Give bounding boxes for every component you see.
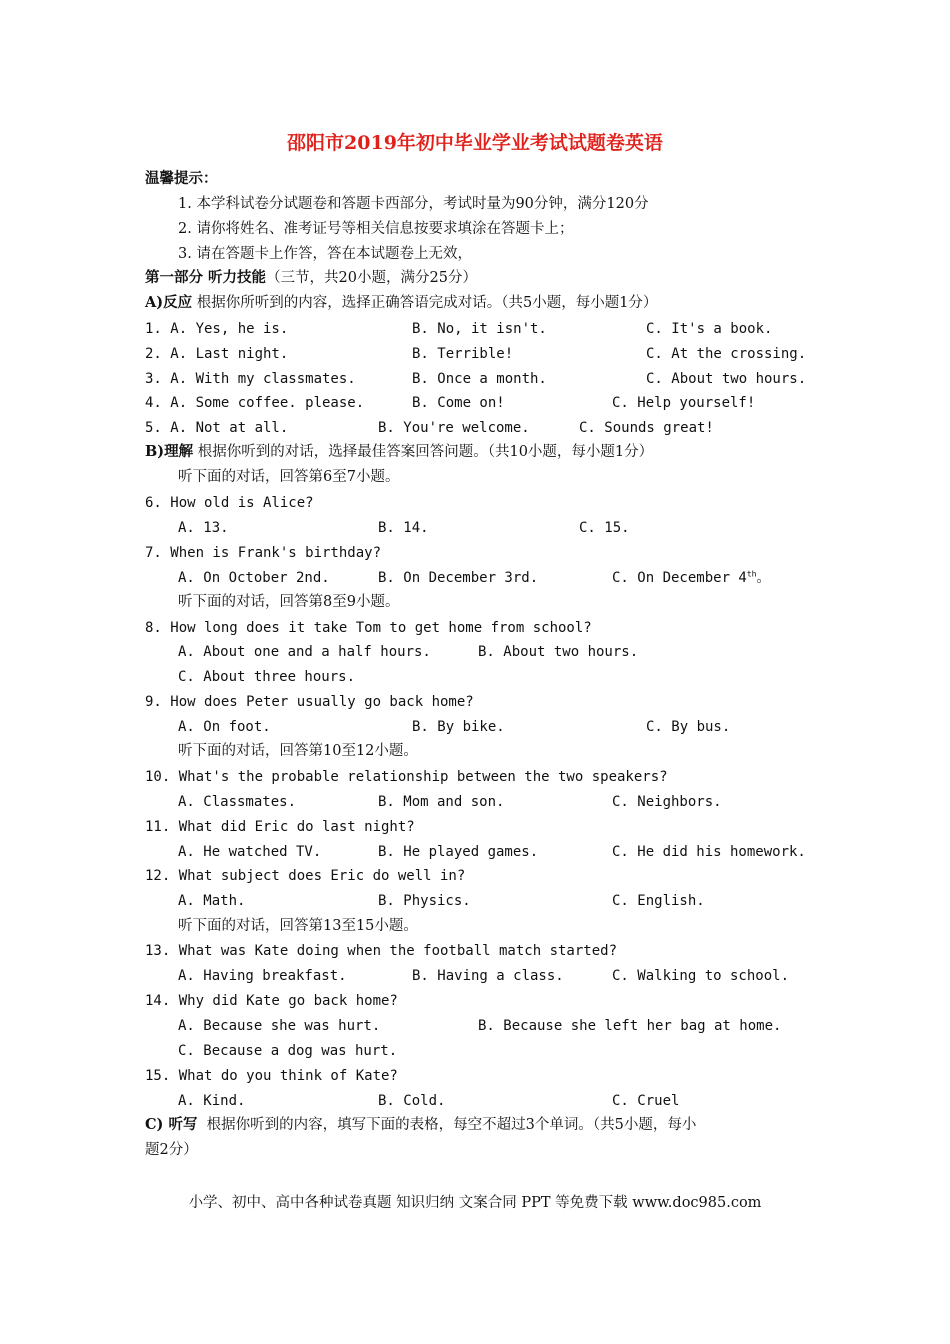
q7-option-c (612, 569, 771, 587)
q7-stem: 7. When is Frank's birthday? (145, 545, 382, 561)
q3-option-a: 3. A. With my classmates. (145, 371, 356, 387)
page-title: 邵阳市2019年初中毕业学业考试试题卷英语 (287, 132, 663, 154)
q8-option-b: B. About two hours. (478, 644, 639, 660)
section-c-desc: 根据你听到的内容，填写下面的表格，每空不超过3个单词。（共5小题，每小 (197, 1117, 697, 1133)
section-a-desc: 根据你所听到的内容，选择正确答语完成对话。（共5小题，每小题1分） (192, 295, 658, 311)
q10-option-b: B. Mom and son. (378, 794, 505, 810)
q6-option-a: A. 13. (178, 520, 229, 536)
q4-option-c: C. Help yourself! (612, 395, 756, 411)
q10-option-c: C. Neighbors. (612, 794, 722, 810)
q1-option-b: B. No, it isn't. (412, 321, 547, 337)
section-c-desc-cont: 题2分） (145, 1142, 198, 1158)
tip-item-3: 3. 请在答题卡上作答，答在本试题卷上无效， (178, 246, 472, 262)
q14-option-c: C. Because a dog was hurt. (178, 1043, 398, 1059)
section-b-label: B)理解 (145, 443, 194, 460)
q15-stem: 15. What do you think of Kate? (145, 1068, 398, 1084)
part1-label: 第一部分 听力技能 (145, 269, 267, 286)
q5-option-c: C. Sounds great! (579, 420, 714, 436)
q4-option-b: B. Come on! (412, 395, 505, 411)
q2-option-b: B. Terrible! (412, 346, 514, 362)
q14-option-b: B. Because she left her bag at home. (478, 1018, 782, 1034)
q1-option-a: 1. A. Yes, he is. (145, 321, 289, 337)
q7-option-a: A. On October 2nd. (178, 570, 330, 586)
q8-stem: 8. How long does it take Tom to get home from school? (145, 620, 592, 636)
q11-option-c: C. He did his homework. (612, 844, 806, 860)
section-c-heading (145, 1116, 696, 1134)
q7-option-b: B. On December 3rd. (378, 570, 539, 586)
q11-option-a: A. He watched TV. (178, 844, 322, 860)
q2-option-c: C. At the crossing. (646, 346, 807, 362)
q9-stem: 9. How does Peter usually go back home? (145, 694, 474, 710)
q8-option-a: A. About one and a half hours. (178, 644, 431, 660)
q12-option-a: A. Math. (178, 893, 246, 909)
q15-option-b: B. Cold. (378, 1093, 446, 1109)
section-a-label: A)反应 (145, 294, 193, 311)
q15-option-a: A. Kind. (178, 1093, 246, 1109)
q11-stem: 11. What did Eric do last night? (145, 819, 415, 835)
q6-stem: 6. How old is Alice? (145, 495, 314, 511)
q14-option-a: A. Because she was hurt. (178, 1018, 381, 1034)
q5-option-a: 5. A. Not at all. (145, 420, 289, 436)
tip-item-1: 1. 本学科试卷分试题卷和答题卡西部分，考试时量为90分钟，满分120分 (178, 196, 649, 212)
q10-stem: 10. What's the probable relationship between the two speakers? (145, 769, 668, 785)
q5-option-b: B. You're welcome. (378, 420, 530, 436)
q3-option-b: B. Once a month. (412, 371, 547, 387)
q12-stem: 12. What subject does Eric do well in? (145, 868, 466, 884)
part1-heading (145, 269, 477, 287)
q2-option-a: 2. A. Last night. (145, 346, 289, 362)
q12-option-c: C. English. (612, 893, 705, 909)
q6-option-c: C. 15. (579, 520, 630, 536)
q6-option-b: B. 14. (378, 520, 429, 536)
q13-option-b: B. Having a class. (412, 968, 564, 984)
listen-instruction-2: 听下面的对话，回答第8至9小题。 (178, 594, 400, 610)
q11-option-b: B. He played games. (378, 844, 539, 860)
q13-stem: 13. What was Kate doing when the football match started? (145, 943, 618, 959)
section-b-heading (145, 443, 653, 461)
q3-option-c: C. About two hours. (646, 371, 807, 387)
q4-option-a: 4. A. Some coffee. please. (145, 395, 365, 411)
q14-stem: 14. Why did Kate go back home? (145, 993, 398, 1009)
q8-option-c: C. About three hours. (178, 669, 356, 685)
tips-heading: 温馨提示： (145, 170, 218, 187)
listen-instruction-3: 听下面的对话，回答第10至12小题。 (178, 743, 418, 759)
listen-instruction-1: 听下面的对话，回答第6至7小题。 (178, 469, 400, 485)
section-c-label: C) 听写 (145, 1116, 198, 1133)
q7-option-c-end: 。 (756, 570, 771, 586)
q13-option-a: A. Having breakfast. (178, 968, 347, 984)
q9-option-a: A. On foot. (178, 719, 271, 735)
q7-option-c-sup: th (746, 569, 757, 579)
section-a-heading (145, 294, 657, 312)
q1-option-c: C. It's a book. (646, 321, 773, 337)
q12-option-b: B. Physics. (378, 893, 471, 909)
q13-option-c: C. Walking to school. (612, 968, 790, 984)
listen-instruction-4: 听下面的对话，回答第13至15小题。 (178, 918, 418, 934)
section-b-desc: 根据你听到的对话，选择最佳答案回答问题。（共10小题，每小题1分） (193, 444, 654, 460)
tip-item-2: 2. 请你将姓名、准考证号等相关信息按要求填涂在答题卡上； (178, 221, 574, 237)
footer-text: 小学、初中、高中各种试卷真题 知识归纳 文案合同 PPT 等免费下载 www.doc985.com (188, 1195, 762, 1211)
q10-option-a: A. Classmates. (178, 794, 297, 810)
q9-option-b: B. By bike. (412, 719, 505, 735)
q9-option-c: C. By bus. (646, 719, 731, 735)
q15-option-c: C. Cruel (612, 1093, 680, 1109)
part1-note: （三节，共20小题，满分25分） (266, 270, 477, 286)
q7-option-c-text: C. On December 4 (612, 570, 747, 586)
